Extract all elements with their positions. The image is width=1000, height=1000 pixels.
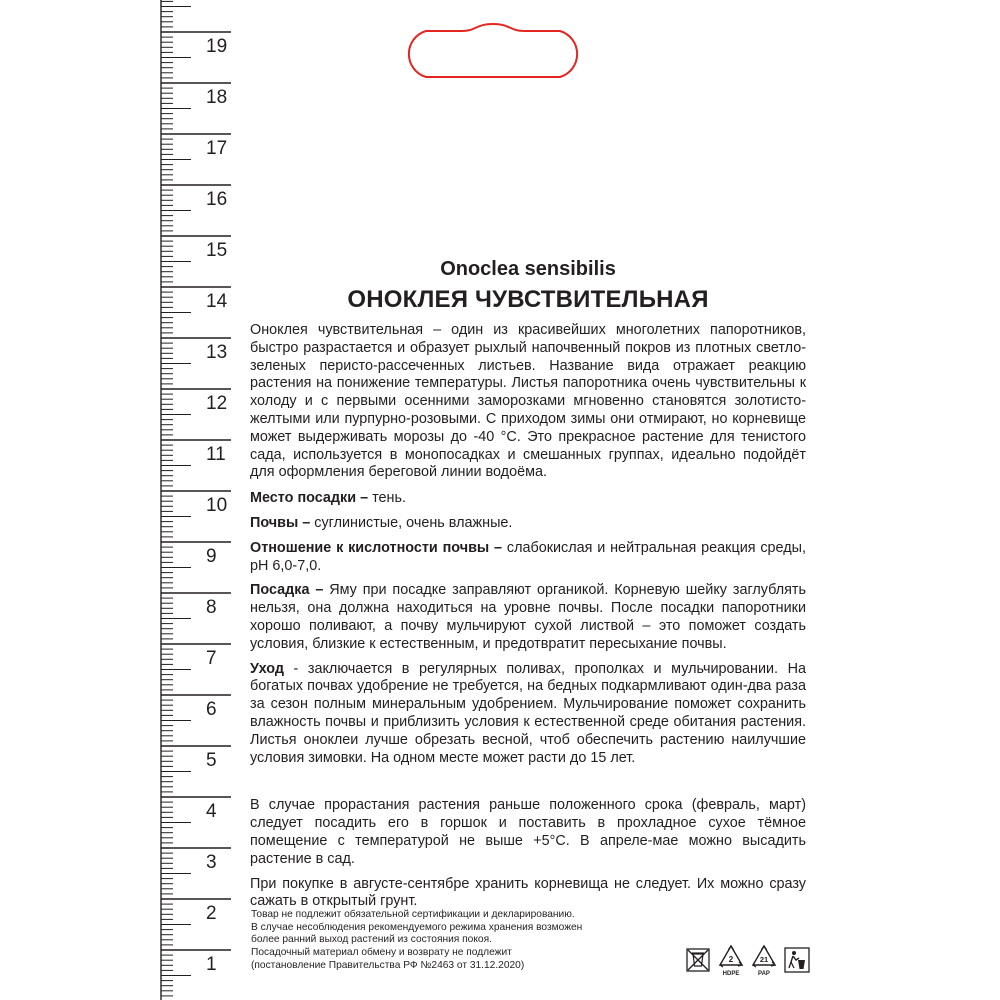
product-title: ОНОКЛЕЯ ЧУВСТВИТЕЛЬНАЯ bbox=[347, 286, 709, 313]
recycle-pap-icon bbox=[750, 943, 778, 979]
ruler-number: 15 bbox=[206, 240, 228, 261]
ruler-number: 18 bbox=[206, 87, 228, 108]
soil-label: Почвы – bbox=[250, 514, 311, 531]
ruler-number: 2 bbox=[206, 903, 217, 924]
planting-location-text: тень. bbox=[368, 490, 406, 507]
planting-label: Посадка – bbox=[250, 582, 324, 599]
hang-hole-outline bbox=[400, 22, 586, 78]
pap-label: PAP bbox=[758, 971, 770, 977]
intro-paragraph: Оноклея чувствительная – один из красивейших многолетних папоротников, быстро разрастается и образует рыхлый напочвенный покров из плотных светло-зеленых перисто-рассеченных листьев. Название вида отражает реакцию растения на понижение температуры. Листья папоротника очень чувствительны к холоду и с первыми осенними заморозками мгновенно становятся золотисто-желтыми или пурпурно-розовыми. С приходом зимы они отмирают, но корневище может выдерживать морозы до -40 °С. Это прекрасное растение для тенистого сада, используется в монопосадках и смешанных группах, идеально подойдёт для оформления береговой линии водоёма. bbox=[250, 322, 806, 481]
recycle-hdpe-icon bbox=[717, 943, 745, 979]
legal-line: более ранний выход растений из состояния покоя. bbox=[251, 934, 492, 946]
product-heading bbox=[248, 255, 808, 317]
early-sprouting-note: В случае прорастания растения раньше положенного срока (февраль, март) следует посадить его в горшок и поставить в прохладное сухое тёмное помещение с температурой не выше +5°С. В апреле-мае можно высадить растение в сад. bbox=[250, 797, 806, 867]
legal-line: В случае несоблюдения рекомендуемого режима хранения возможен bbox=[251, 921, 583, 933]
latin-name: Onoclea sensibilis bbox=[440, 258, 616, 280]
ruler-number: 17 bbox=[206, 138, 228, 159]
pap-number: 21 bbox=[759, 955, 769, 964]
measuring-ruler bbox=[0, 0, 236, 1000]
ruler-number: 5 bbox=[206, 750, 217, 771]
legal-line: (постановление Правительства РФ №2463 от 31.12.2020) bbox=[251, 959, 525, 971]
ruler-number: 13 bbox=[206, 342, 228, 363]
ruler-number: 9 bbox=[206, 546, 217, 567]
planting-location-label: Место посадки – bbox=[250, 490, 369, 507]
planting-location-paragraph bbox=[250, 490, 806, 508]
care-paragraph bbox=[250, 661, 806, 768]
planting-paragraph bbox=[250, 582, 806, 653]
litter-bin-icon bbox=[783, 943, 811, 979]
hdpe-label: HDPE bbox=[722, 971, 740, 977]
ruler-number: 19 bbox=[206, 36, 228, 57]
ruler-number: 7 bbox=[206, 648, 217, 669]
ruler-number: 14 bbox=[206, 291, 228, 312]
legal-line: Товар не подлежит обязательной сертификации и декларированию. bbox=[251, 909, 575, 920]
recycling-symbols bbox=[684, 943, 811, 979]
soil-text: суглинистые, очень влажные. bbox=[310, 514, 513, 531]
ruler-number: 3 bbox=[206, 852, 217, 873]
hdpe-number: 2 bbox=[728, 955, 734, 964]
ruler-number: 16 bbox=[206, 189, 228, 210]
no-trash-bin-icon bbox=[684, 943, 712, 979]
care-text: - заключается в регулярных поливах, прополках и мульчировании. На богатых почвах удобрение не требуется, на бедных подкармливают один-два раза за сезон полным минеральным удобрением. Мульчирование поможет сохранить влажность почвы и приблизить условия к естественной среде обитания растения. Листья оноклеи лучше обрезать весной, чтоб обеспечить растению наилучшие условия зимовки. На одном месте может расти до 15 лет. bbox=[250, 660, 806, 766]
care-label: Уход bbox=[250, 660, 284, 677]
legal-notice bbox=[251, 909, 586, 973]
legal-line: Посадочный материал обмену и возврату не подлежит bbox=[251, 947, 512, 959]
ruler-number: 6 bbox=[206, 699, 217, 720]
ruler-number: 10 bbox=[206, 495, 228, 516]
acidity-text: слабокислая и нейтральная реакция среды, рН 6,0-7,0. bbox=[250, 539, 806, 574]
product-description bbox=[250, 322, 806, 918]
acidity-paragraph bbox=[250, 540, 806, 576]
planting-text: Яму при посадке заправляют органикой. Корневую шейку заглублять нельзя, она должна находиться на уровне почвы. После посадки папоротники хорошо поливают, а почву мульчируют сухой листвой – это поможет создать условия, близкие к естественным, и предотвратит пересыхание почвы. bbox=[250, 582, 807, 652]
ruler-number: 1 bbox=[206, 954, 217, 975]
ruler-number: 12 bbox=[206, 393, 228, 414]
storage-note: При покупке в августе-сентябре хранить корневища не следует. Их можно сразу сажать в открытый грунт. bbox=[250, 875, 806, 910]
soil-paragraph bbox=[250, 515, 806, 533]
ruler-number: 4 bbox=[206, 801, 217, 822]
acidity-label: Отношение к кислотности почвы – bbox=[250, 539, 503, 556]
ruler-number: 8 bbox=[206, 597, 217, 618]
ruler-number: 11 bbox=[206, 444, 226, 465]
